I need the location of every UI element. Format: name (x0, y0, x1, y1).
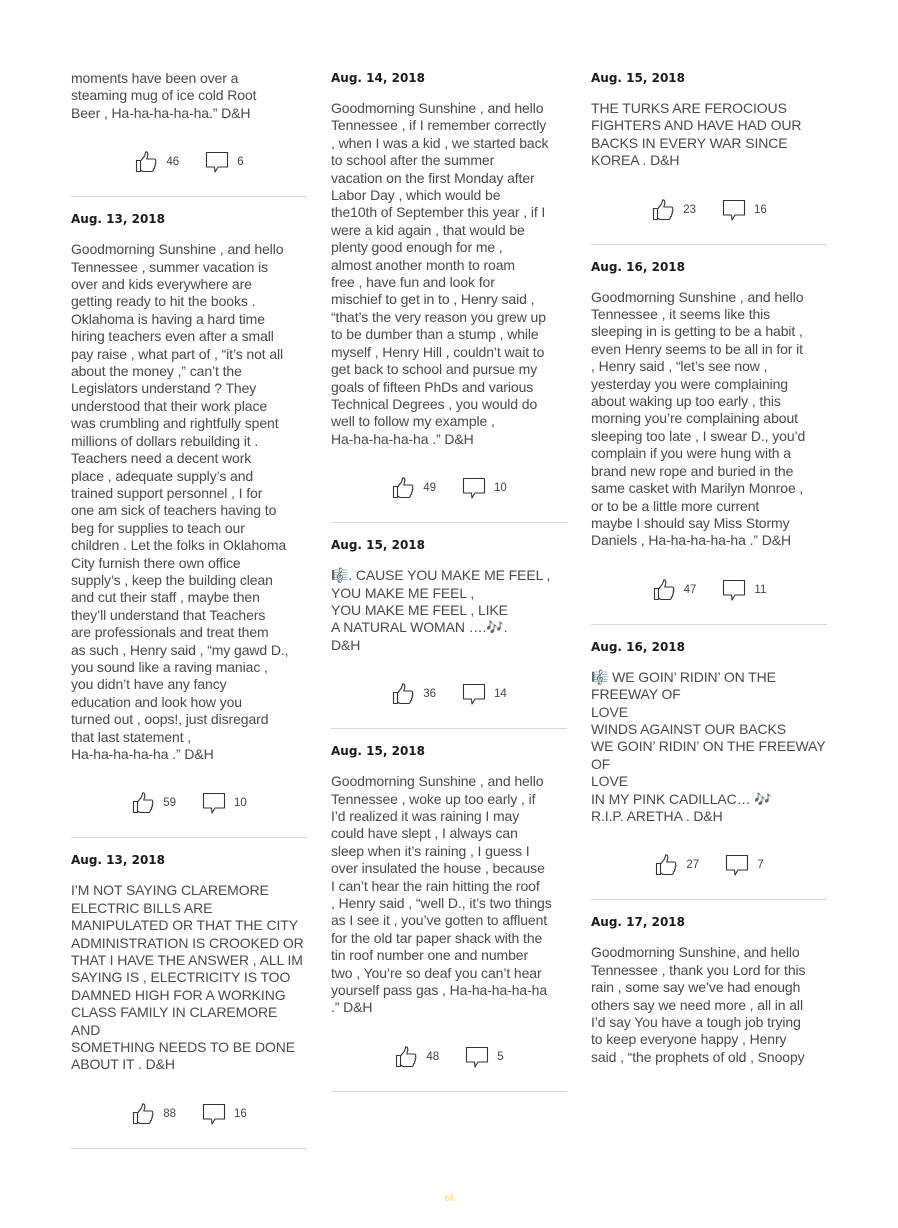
like-button[interactable] (394, 1045, 439, 1069)
post-date: Aug. 15, 2018 (331, 538, 425, 553)
comment-button[interactable] (462, 476, 507, 500)
reaction-bar (71, 789, 307, 817)
thumbs-up-icon (394, 1045, 418, 1069)
speech-bubble-icon (725, 853, 749, 877)
like-count: 48 (426, 1050, 440, 1063)
like-count: 47 (683, 583, 697, 596)
post (591, 914, 827, 1066)
divider (71, 837, 307, 838)
post-text: Goodmorning Sunshine , and hello Tennessee , if I remember correctly , when I was a kid , we started back to school after the summer vacation on the first Monday after Labor Day , which would be the10th of September this year , if I were a kid again , that would be plenty good enough for me , almost another month to roam free , have fun and look for mischief to get in to , Henry said , “that’s the very reason you grew up to be dumber than a stump , while myself , Henry Hill , couldn’t wait to get back to school and pursue my goals of fifteen PhDs and various Technical Degrees , you would do well to follow my example , Ha-ha-ha-ha-ha .” D&H (331, 100, 549, 447)
column-left (71, 70, 307, 1163)
comment-count: 16 (234, 1107, 247, 1120)
thumbs-up-icon (651, 198, 675, 222)
post (591, 639, 827, 901)
post (71, 852, 307, 1148)
reaction-bar (71, 148, 307, 176)
like-button[interactable] (652, 578, 697, 602)
divider (331, 522, 567, 523)
speech-bubble-icon (202, 791, 226, 815)
comment-count: 16 (754, 203, 767, 216)
comment-button[interactable] (725, 853, 763, 877)
post (591, 70, 827, 245)
post (71, 70, 307, 197)
post-text: Goodmorning Sunshine , and hello Tennessee , woke up too early , if I’d realized it was raining I may could have slept , I always can sleep when it’s raining , I guess I over insulated the house , because I can’t hear the rain hitting the roof , Henry said , “well D., it’s two things as I see it , you’ve gotten to affluent for the old tar paper shack with the tin roof number one and number two , You’re so deaf you can’t hear yourself pass gas , Ha-ha-ha-ha-ha .” D&H (331, 773, 552, 1016)
thumbs-up-icon (131, 791, 155, 815)
speech-bubble-icon (465, 1045, 489, 1069)
reaction-bar (71, 1100, 307, 1128)
post-text: Goodmorning Sunshine, and hello Tennessee , thank you Lord for this rain , some say we’ve had enough others say we need more , all in all I’d say You have a tough job trying to keep everyone happy , Henry said , “the prophets of old , Snoopy (591, 944, 806, 1065)
post-date: Aug. 16, 2018 (591, 259, 685, 274)
divider (71, 1148, 307, 1149)
post-text: moments have been over a steaming mug of ice cold Root Beer , Ha-ha-ha-ha-ha.” D&H (71, 70, 257, 121)
speech-bubble-icon (722, 578, 746, 602)
post-date: Aug. 13, 2018 (71, 853, 165, 868)
post-text: 🎼 WE GOIN’ RIDIN’ ON THE FREEWAY OF LOVE WINDS AGAINST OUR BACKS WE GOIN’ RIDIN’ ON THE FREEWAY OF LOVE IN MY PINK CADILLAC… 🎶 R.I.P. ARETHA . D&H (591, 668, 826, 824)
post-date: Aug. 14, 2018 (331, 71, 425, 85)
thumbs-up-icon (391, 476, 415, 500)
comment-button[interactable] (465, 1045, 503, 1069)
comment-count: 6 (237, 156, 244, 169)
comment-button[interactable] (202, 791, 247, 815)
divider (591, 624, 827, 625)
post (71, 211, 307, 838)
like-button[interactable] (651, 198, 696, 222)
speech-bubble-icon (202, 1102, 226, 1126)
like-button[interactable] (391, 476, 436, 500)
column-middle (331, 70, 567, 1106)
page-number: 68 (444, 1194, 454, 1203)
post-date: Aug. 13, 2018 (71, 212, 165, 227)
post-date: Aug. 17, 2018 (591, 915, 685, 930)
divider (591, 899, 827, 900)
comment-count: 5 (497, 1050, 504, 1063)
reaction-bar (331, 474, 567, 502)
comment-button[interactable] (722, 578, 766, 602)
post (331, 70, 567, 523)
reaction-bar (331, 1043, 567, 1071)
comment-button[interactable] (722, 198, 767, 222)
divider (331, 1091, 567, 1092)
like-count: 36 (423, 688, 436, 701)
like-button[interactable] (654, 853, 699, 877)
comment-count: 7 (757, 859, 764, 872)
comment-count: 14 (494, 688, 507, 701)
speech-bubble-icon (462, 476, 486, 500)
post-text: I’M NOT SAYING CLAREMORE ELECTRIC BILLS ARE MANIPULATED OR THAT THE CITY ADMINISTRATION IS CROOKED OR THAT I HAVE THE ANSWER , ALL IM SAYING IS , ELECTRICITY IS TOO DAMNED HIGH FOR A WORKING CLASS FAMILY IN CLAREMORE AND SOMETHING NEEDS TO BE DONE ABOUT IT . D&H (71, 882, 304, 1073)
like-count: 49 (423, 482, 436, 495)
post-date: Aug. 15, 2018 (331, 744, 425, 759)
post-text: Goodmorning Sunshine , and hello Tennessee , summer vacation is over and kids everywhere are getting ready to hit the books . Oklahoma is having a hard time hiring teachers even after a small pay raise , what part of , “it’s not all about the money ,” can’t the Legislators understand ? They understood that their work place was crumbling and rightfully spent millions of dollars rebuilding it . Teachers need a decent work place , adequate supply’s and trained support personnel , I for one am sick of teachers having to beg for supplies to teach our children . Let the folks in Oklahoma City furnish there own office supply’s , keep the building clean and cut their staff , maybe then they’ll understand that Teachers are professionals and treat them as such , Henry said , “my gawd D., you sound like a raving maniac , you didn’t have any fancy education and look how you turned out , oops!, just disregard that last statement , Ha-ha-ha-ha-ha .” D&H (71, 241, 289, 762)
thumbs-up-icon (131, 1102, 155, 1126)
comment-count: 10 (234, 797, 247, 810)
like-button[interactable] (391, 682, 436, 706)
reaction-bar (591, 196, 827, 224)
like-button[interactable] (131, 1102, 176, 1126)
like-button[interactable] (131, 791, 176, 815)
like-count: 88 (163, 1107, 176, 1120)
column-right (591, 70, 827, 1066)
thumbs-up-icon (134, 150, 158, 174)
reaction-bar (331, 680, 567, 708)
post (331, 743, 567, 1092)
like-count: 27 (686, 859, 700, 872)
thumbs-up-icon (652, 578, 676, 602)
reaction-bar (591, 851, 827, 879)
post-text: 🎼. CAUSE YOU MAKE ME FEEL , YOU MAKE ME FEEL , YOU MAKE ME FEEL , LIKE A NATURAL WOMAN ….🎶. D&H (331, 567, 551, 653)
like-button[interactable] (134, 150, 179, 174)
divider (331, 728, 567, 729)
speech-bubble-icon (205, 150, 229, 174)
thumbs-up-icon (654, 853, 678, 877)
comment-button[interactable] (462, 682, 507, 706)
post-text: Goodmorning Sunshine , and hello Tennessee , it seems like this sleeping in is getting to be a habit , even Henry seems to be all in for it , Henry said , “let’s see now , yesterday you were complaining about waking up too early , this morning you’re complaining about sleeping too late , I swear D., you’d complain if you were hung with a brand new rope and buried in the same casket with Marilyn Monroe , or to be a little more current maybe I should say Miss Stormy Daniels , Ha-ha-ha-ha-ha .” D&H (591, 288, 806, 549)
divider (591, 244, 827, 245)
like-count: 59 (163, 797, 176, 810)
thumbs-up-icon (391, 682, 415, 706)
post-text: THE TURKS ARE FEROCIOUS FIGHTERS AND HAVE HAD OUR BACKS IN EVERY WAR SINCE KOREA . D&H (591, 100, 802, 169)
comment-button[interactable] (202, 1102, 247, 1126)
post-date: Aug. 15, 2018 (591, 71, 685, 85)
post-date: Aug. 16, 2018 (591, 639, 685, 654)
speech-bubble-icon (722, 198, 746, 222)
post (591, 259, 827, 625)
comment-count: 10 (494, 482, 507, 495)
speech-bubble-icon (462, 682, 486, 706)
comment-count: 11 (754, 583, 767, 596)
reaction-bar (591, 576, 827, 604)
post (331, 537, 567, 729)
like-count: 23 (683, 203, 696, 216)
comment-button[interactable] (205, 150, 243, 174)
like-count: 46 (166, 156, 180, 169)
divider (71, 196, 307, 197)
